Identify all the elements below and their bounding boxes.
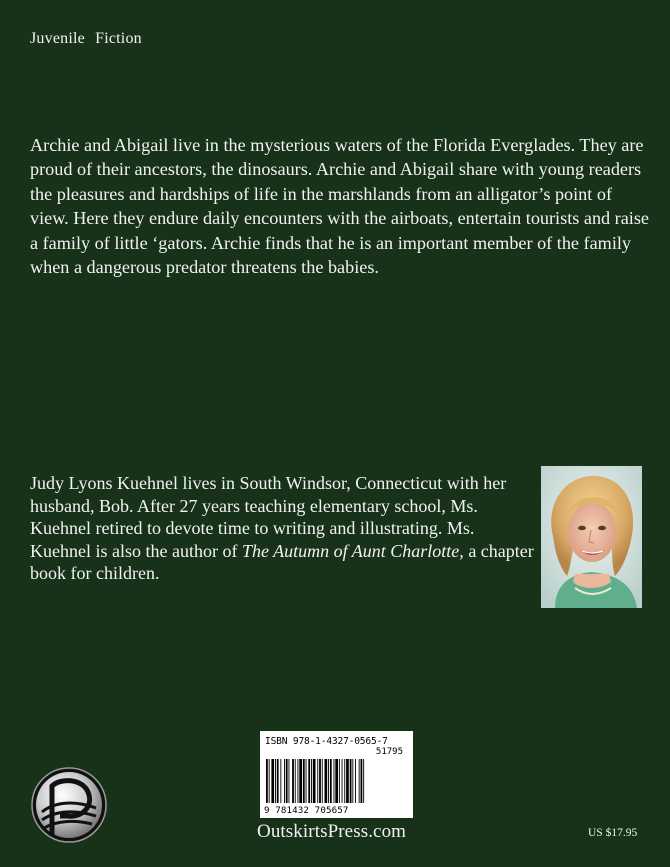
- author-photo: [541, 466, 642, 608]
- barcode-bar: [361, 759, 363, 803]
- barcode-bar: [303, 759, 305, 803]
- barcode-bar: [334, 759, 335, 803]
- barcode-bar: [335, 759, 338, 803]
- barcode-bar: [308, 759, 310, 803]
- bio-tail: a chapter book for children.: [30, 540, 534, 584]
- author-bio: [30, 472, 535, 585]
- barcode-bar: [313, 759, 316, 803]
- barcode-bar: [342, 759, 343, 803]
- publisher-name: OutskirtsPress.com: [257, 821, 407, 842]
- barcode-bar: [363, 759, 364, 803]
- price-code: 51795: [375, 747, 403, 757]
- barcode-bars: [266, 759, 407, 803]
- barcode-bar: [295, 759, 296, 803]
- barcode-bar: [298, 759, 299, 803]
- bio-book-title: The Autumn of Aunt Charlotte,: [241, 540, 464, 561]
- outskirts-press-logo-icon: [30, 766, 108, 844]
- barcode-bar: [317, 759, 318, 803]
- barcode-bar: [344, 759, 345, 803]
- barcode-bar: [280, 759, 281, 803]
- barcode-bar: [266, 759, 268, 803]
- barcode-bar: [346, 759, 349, 803]
- barcode-bar: [269, 759, 270, 803]
- publisher-logo: [30, 766, 108, 849]
- ean-digits: 9 781432 705657: [264, 805, 349, 816]
- barcode: [260, 731, 413, 818]
- barcode-bar: [284, 759, 285, 803]
- barcode-bar: [355, 759, 356, 803]
- barcode-bar: [350, 759, 352, 803]
- barcode-bar: [325, 759, 328, 803]
- barcode-bar: [299, 759, 302, 803]
- author-portrait-image: [541, 466, 642, 608]
- isbn-text: ISBN 978-1-4327-0565-7: [265, 736, 388, 747]
- barcode-bar: [311, 759, 312, 803]
- barcode-bar: [319, 759, 321, 803]
- barcode-bar: [275, 759, 276, 803]
- barcode-bar: [339, 759, 340, 803]
- barcode-bar: [292, 759, 294, 803]
- barcode-bar: [277, 759, 279, 803]
- synopsis-text: Archie and Abigail live in the mysterious waters of the Florida Everglades. They are proud of their ancestors, the dinosaurs. Archie and Abigail share with young readers the pleasures and hardships of life in the marshlands from an alligator’s point of view. Here they endure daily encounters with the airboats, entertain tourists and raise a family of little ‘gators. Archie finds that he is an important member of the family when a dangerous predator threatens the babies.: [30, 135, 650, 278]
- price-label: US $17.95: [588, 827, 638, 839]
- barcode-bar: [328, 759, 329, 803]
- bio-text: Judy Lyons Kuehnel lives in South Windsor, Connecticut with her husband, Bob. After 27 years teaching elementary school, Ms. Kuehnel retired to devote time to writing and illustrating. Ms. Kuehnel is also the author of: [30, 473, 507, 561]
- barcode-bar: [330, 759, 332, 803]
- barcode-bar: [289, 759, 290, 803]
- barcode-bar: [271, 759, 274, 803]
- barcode-bar: [352, 759, 353, 803]
- barcode-bar: [359, 759, 360, 803]
- barcode-bar: [286, 759, 288, 803]
- barcode-bar: [322, 759, 323, 803]
- genre-label: Juvenile Fiction: [30, 30, 142, 47]
- barcode-bar: [306, 759, 307, 803]
